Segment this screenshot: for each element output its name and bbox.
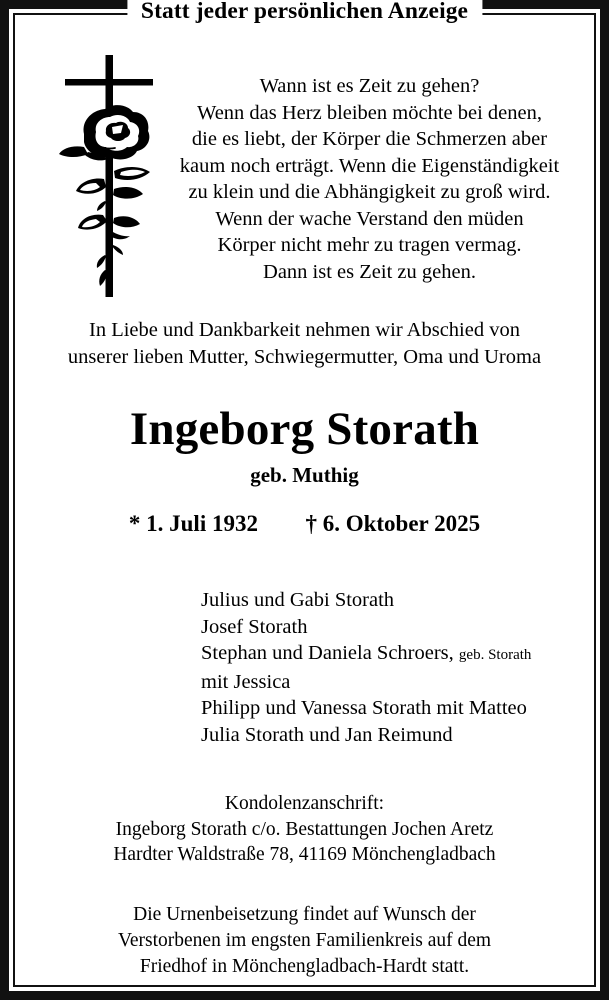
intro-line: unserer lieben Mutter, Schwiegermutter, Oma und Uroma: [67, 346, 542, 368]
survivor-maiden-name: geb. Storath: [458, 647, 532, 663]
poem-line: Wann ist es Zeit zu gehen?: [259, 75, 480, 97]
condolence-heading: Kondolenzanschrift:: [224, 793, 385, 814]
survivor-line: [201, 722, 580, 749]
poem-line: Dann ist es Zeit zu gehen.: [263, 260, 476, 283]
deceased-name: Ingeborg Storath: [129, 403, 480, 455]
poem-line: Körper nicht mehr zu tragen vermag.: [217, 234, 522, 256]
survivor-line: [201, 614, 580, 641]
farewell-intro: [31, 317, 578, 371]
death-date: † 6. Oktober 2025: [305, 511, 481, 536]
poem-line: die es liebt, der Körper die Schmerzen aber: [191, 128, 548, 150]
survivor-text: Josef Storath: [201, 615, 308, 638]
survivor-text: Julius und Gabi Storath: [201, 589, 395, 611]
poem-line: kaum noch erträgt. Wenn die Eigenständigkeit: [179, 154, 560, 177]
survivor-text: Julia Storath und Jan Reimund: [201, 723, 453, 746]
deceased-name-block: [9, 401, 600, 489]
condolence-line: Ingeborg Storath c/o. Bestattungen Jochen Aretz: [115, 818, 494, 840]
cross-with-rose-icon: [51, 55, 171, 300]
birth-date: * 1. Juli 1932: [128, 511, 258, 536]
poem-line: Wenn das Herz bleiben möchte bei denen,: [196, 101, 542, 124]
survivor-text: Stephan und Daniela Schroers,: [201, 642, 459, 664]
emblem-and-poem-row: [9, 45, 600, 305]
life-dates: [9, 509, 600, 539]
masthead-title: Statt jeder persönlichen Anzeige: [140, 0, 469, 24]
survivor-text: mit Jessica: [201, 670, 291, 693]
funeral-note-line: Friedhof in Mönchengladbach-Hardt statt.: [139, 956, 470, 977]
poem-line: zu klein und die Abhängigkeit zu groß wird.: [188, 181, 551, 203]
funeral-note-line: Die Urnenbeisetzung findet auf Wunsch der: [133, 904, 476, 925]
funeral-note-line: Verstorbenen im engsten Familienkreis auf dem: [117, 930, 492, 951]
survivor-line: [201, 695, 580, 722]
survivors-list: [201, 587, 580, 748]
memorial-poem: [159, 73, 580, 285]
maiden-name: geb. Muthig: [250, 463, 359, 487]
notice-content: [9, 0, 600, 991]
survivor-line: [201, 640, 580, 669]
funeral-note: [29, 902, 580, 980]
survivor-text: Philipp und Vanessa Storath mit Matteo: [201, 697, 527, 719]
masthead-banner: [127, 0, 482, 26]
survivor-line: [201, 669, 580, 696]
intro-line: In Liebe und Dankbarkeit nehmen wir Abschied von: [89, 319, 520, 341]
survivor-line: [201, 587, 580, 614]
condolence-address: [29, 791, 580, 868]
poem-line: Wenn der wache Verstand den müden: [215, 207, 524, 230]
condolence-line: Hardter Waldstraße 78, 41169 Mönchengladbach: [113, 844, 496, 865]
